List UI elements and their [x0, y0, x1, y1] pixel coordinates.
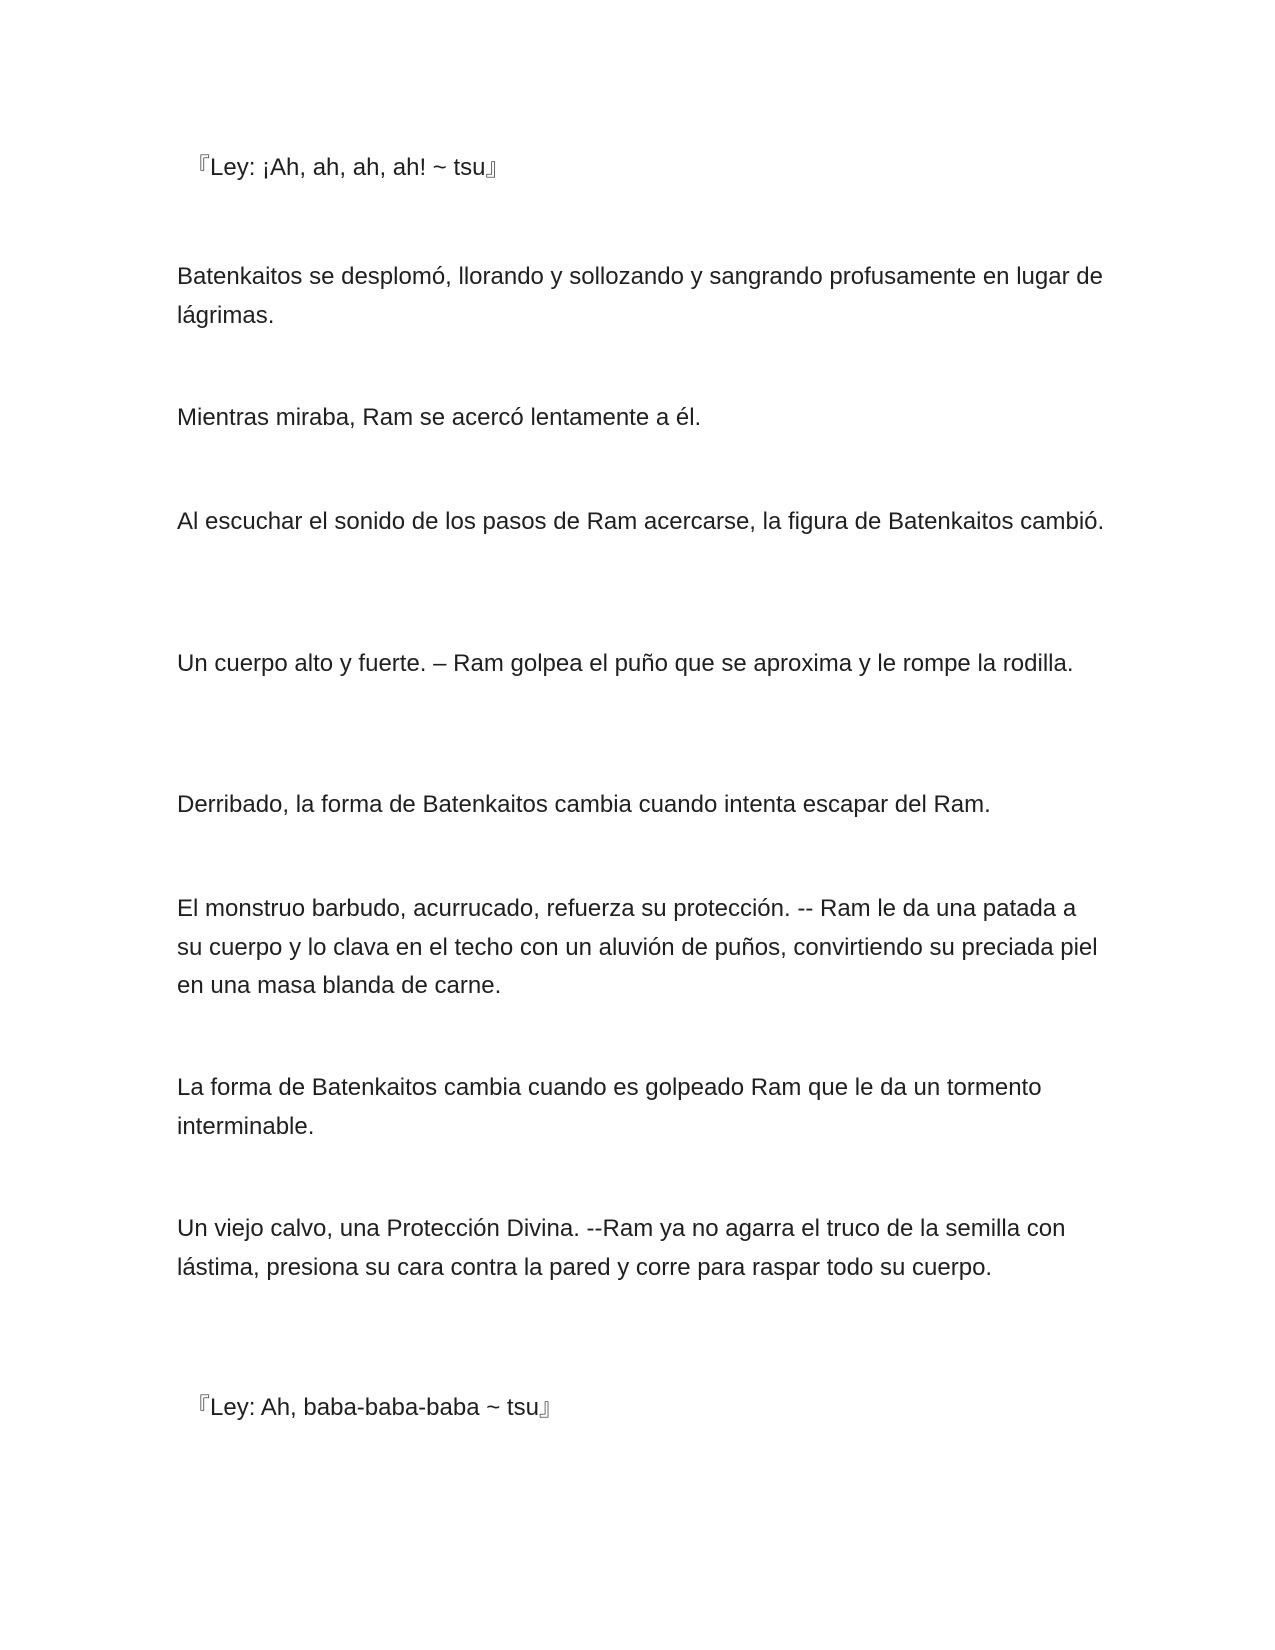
dialogue-line: 『Ley: ¡Ah, ah, ah, ah! ~ tsu』 [186, 154, 510, 181]
paragraph: Batenkaitos se desplomó, llorando y sollozando y sangrando profusamente en lugar de lágrimas. [177, 263, 1103, 329]
paragraph: Derribado, la forma de Batenkaitos cambia cuando intenta escapar del Ram. [177, 791, 991, 818]
dialogue-line: 『Ley: Ah, baba-baba-baba ~ tsu』 [186, 1394, 563, 1421]
paragraph: La forma de Batenkaitos cambia cuando es golpeado Ram que le da un tormento interminable. [177, 1074, 1042, 1140]
paragraph: Un viejo calvo, una Protección Divina. --Ram ya no agarra el truco de la semilla con lástima, presiona su cara contra la pared y corre para raspar todo su cuerpo. [177, 1215, 1066, 1281]
paragraph: Al escuchar el sonido de los pasos de Ram acercarse, la figura de Batenkaitos cambió. [177, 508, 1105, 535]
paragraph: Mientras miraba, Ram se acercó lentamente a él. [177, 404, 702, 431]
paragraph: Un cuerpo alto y fuerte. – Ram golpea el puño que se aproxima y le rompe la rodilla. [177, 650, 1074, 677]
paragraph: El monstruo barbudo, acurrucado, refuerza su protección. -- Ram le da una patada a su cuerpo y lo clava en el techo con un aluvión de puños, convirtiendo su preciada piel en una masa blanda de carne. [177, 895, 1098, 999]
